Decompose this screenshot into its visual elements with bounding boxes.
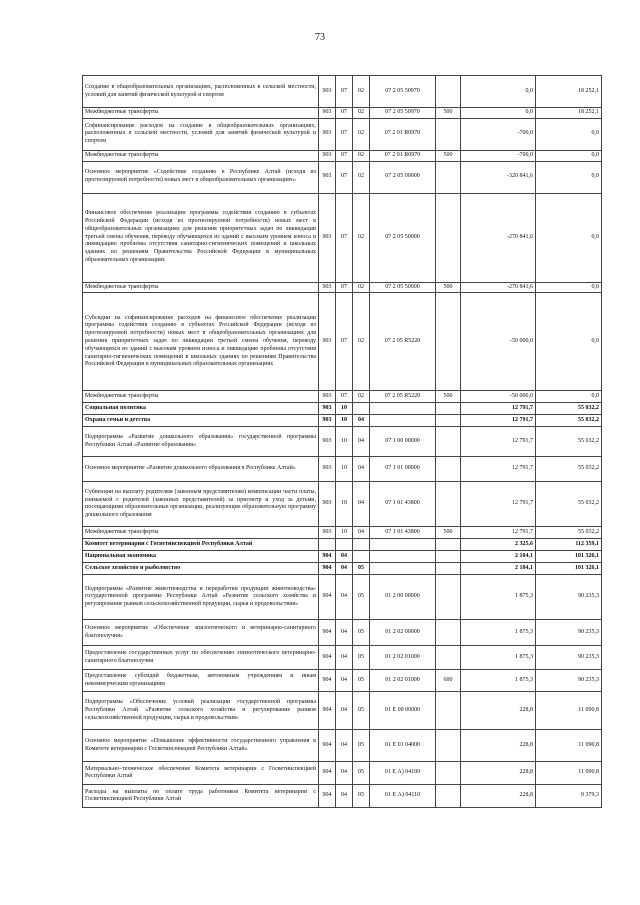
grbs-code: 904 — [319, 670, 336, 692]
target-article-code: 07 2 05 R5220 — [370, 293, 436, 391]
amount-total: 0,0 — [536, 150, 602, 161]
section-code: 04 — [336, 646, 353, 670]
amount-total: 55 032,2 — [536, 403, 602, 415]
amount-change: 2 104,1 — [461, 551, 536, 563]
row-name: Предоставление государственных услуг по обеспечению эпизоотического ветеринарно-санитарного благополучия — [83, 646, 319, 670]
expense-type-code — [436, 457, 461, 482]
target-article-code: 01 2 02 01000 — [370, 646, 436, 670]
subsection-code: 04 — [353, 427, 370, 457]
amount-total: 0,0 — [536, 193, 602, 282]
table-row — [83, 539, 602, 551]
amount-change: -50 000,0 — [461, 293, 536, 391]
expense-type-code: 500 — [436, 527, 461, 539]
expense-type-code — [436, 293, 461, 391]
grbs-code: 903 — [319, 457, 336, 482]
amount-total: 55 032,2 — [536, 415, 602, 427]
amount-total: 18 252,1 — [536, 76, 602, 108]
grbs-code: 904 — [319, 692, 336, 730]
expense-type-code: 600 — [436, 670, 461, 692]
amount-change: 0,0 — [461, 76, 536, 108]
section-code — [336, 539, 353, 551]
subsection-code: 02 — [353, 293, 370, 391]
table-row — [83, 118, 602, 150]
amount-change: -270 841,6 — [461, 282, 536, 293]
subsection-code: 05 — [353, 730, 370, 762]
target-article-code: 07 1 00 00000 — [370, 427, 436, 457]
target-article-code: 01 Е 01 04000 — [370, 730, 436, 762]
table-row — [83, 551, 602, 563]
target-article-code — [370, 403, 436, 415]
subsection-code: 05 — [353, 620, 370, 646]
expense-type-code: 500 — [436, 150, 461, 161]
row-name: Подпрограмма «Развитие дошкольного образования» государственной программы Республики Алтай «Развитие образования» — [83, 427, 319, 457]
table-row — [83, 670, 602, 692]
table-row — [83, 457, 602, 482]
table-row — [83, 108, 602, 119]
section-code: 07 — [336, 76, 353, 108]
target-article-code — [370, 415, 436, 427]
grbs-code: 903 — [319, 482, 336, 527]
section-code: 04 — [336, 575, 353, 620]
amount-change: 1 875,3 — [461, 670, 536, 692]
subsection-code: 02 — [353, 108, 370, 119]
amount-total: 55 032,2 — [536, 457, 602, 482]
section-code: 04 — [336, 620, 353, 646]
amount-change: 2 104,1 — [461, 563, 536, 575]
expense-type-code: 500 — [436, 108, 461, 119]
section-code: 07 — [336, 161, 353, 193]
grbs-code: 904 — [319, 646, 336, 670]
row-name: Подпрограмма «Развитие животноводства и переработки продукции животноводства» государственной программы Республики Алтай «Развитие сельского хозяйства и регулирование рынков сельскохозяйственной продукции, сырья и продовольствия» — [83, 575, 319, 620]
amount-total: 11 090,8 — [536, 762, 602, 785]
section-code: 07 — [336, 391, 353, 403]
row-name: Межбюджетные трансферты — [83, 108, 319, 119]
subsection-code: 05 — [353, 692, 370, 730]
row-name: Межбюджетные трансферты — [83, 527, 319, 539]
section-code: 04 — [336, 563, 353, 575]
row-name: Основное мероприятие «Повышение эффективности государственного управления в Комитете ветеринарии с Госветинспекцией Республики Алтай» — [83, 730, 319, 762]
row-name: Национальная экономика — [83, 551, 319, 563]
expense-type-code — [436, 482, 461, 527]
row-name: Межбюджетные трансферты — [83, 391, 319, 403]
row-name: Субвенции на выплату родителям (законным представителям) компенсации части платы, взимаемой с родителей (законных представителей) за присмотр и уход за детьми, посещающими образовательные организации, реализующие образовательную программу дошкольного образования — [83, 482, 319, 527]
target-article-code: 01 Е А) 04110 — [370, 785, 436, 808]
grbs-code: 904 — [319, 762, 336, 785]
target-article-code: 07 1 01 43800 — [370, 482, 436, 527]
row-name: Финансовое обеспечение реализации программы содействия созданию в субъектах Российской Федерации (исходя из прогнозируемой потребности) новых мест в общеобразовательных организациях для решения приоритетных задач по ликвидации третьей смены обучения, переводу обучающихся из зданий с высоким уровнем износа и ликвидацию проблемы отсутствия санитарно-гигиенических помещений в школьных зданиях по решениям Правительства Российской Федерации в муниципальных образовательных организациях — [83, 193, 319, 282]
target-article-code: 07 2 05 50970 — [370, 108, 436, 119]
row-name: Охрана семьи и детства — [83, 415, 319, 427]
amount-change: 1 875,3 — [461, 575, 536, 620]
expense-type-code — [436, 539, 461, 551]
subsection-code: 02 — [353, 391, 370, 403]
grbs-code: 903 — [319, 391, 336, 403]
amount-total: 11 090,8 — [536, 730, 602, 762]
subsection-code: 04 — [353, 415, 370, 427]
section-code: 04 — [336, 762, 353, 785]
table-row — [83, 762, 602, 785]
expense-type-code — [436, 76, 461, 108]
section-code: 10 — [336, 403, 353, 415]
expense-type-code — [436, 785, 461, 808]
grbs-code: 904 — [319, 620, 336, 646]
table-row — [83, 150, 602, 161]
amount-change: 2 325,6 — [461, 539, 536, 551]
target-article-code: 07 2 05 R5220 — [370, 391, 436, 403]
subsection-code: 02 — [353, 118, 370, 150]
grbs-code: 904 — [319, 551, 336, 563]
amount-total: 18 252,1 — [536, 108, 602, 119]
subsection-code: 04 — [353, 482, 370, 527]
section-code: 10 — [336, 427, 353, 457]
row-name: Предоставление субсидий бюджетным, автономным учреждениям и иным некоммерческим организациям — [83, 670, 319, 692]
subsection-code: 05 — [353, 563, 370, 575]
expense-type-code — [436, 575, 461, 620]
grbs-code: 903 — [319, 527, 336, 539]
subsection-code: 04 — [353, 457, 370, 482]
grbs-code: 903 — [319, 76, 336, 108]
section-code: 10 — [336, 457, 353, 482]
amount-change: 228,8 — [461, 730, 536, 762]
table-row — [83, 427, 602, 457]
subsection-code: 05 — [353, 785, 370, 808]
table-row — [83, 482, 602, 527]
amount-total: 55 032,2 — [536, 427, 602, 457]
amount-change: -700,0 — [461, 150, 536, 161]
subsection-code: 05 — [353, 575, 370, 620]
section-code: 04 — [336, 730, 353, 762]
table-row — [83, 785, 602, 808]
amount-total: 0,0 — [536, 118, 602, 150]
table-row — [83, 391, 602, 403]
amount-total: 55 032,2 — [536, 527, 602, 539]
amount-change: 12 791,7 — [461, 427, 536, 457]
table-row — [83, 730, 602, 762]
target-article-code: 01 2 02 00000 — [370, 620, 436, 646]
row-name: Расходы на выплаты по оплате труда работников Комитета ветеринарии с Госветинспекцией Республики Алтай — [83, 785, 319, 808]
subsection-code — [353, 403, 370, 415]
budget-table-body — [83, 76, 602, 808]
amount-total: 55 032,2 — [536, 482, 602, 527]
expense-type-code — [436, 730, 461, 762]
table-row — [83, 646, 602, 670]
target-article-code: 01 Е 00 00000 — [370, 692, 436, 730]
row-name: Межбюджетные трансферты — [83, 282, 319, 293]
amount-change: 1 875,3 — [461, 646, 536, 670]
page-number: 73 — [315, 32, 325, 43]
amount-total: 0,0 — [536, 161, 602, 193]
table-row — [83, 76, 602, 108]
subsection-code: 05 — [353, 762, 370, 785]
subsection-code: 05 — [353, 670, 370, 692]
amount-total: 0,0 — [536, 391, 602, 403]
expense-type-code — [436, 620, 461, 646]
grbs-code — [319, 539, 336, 551]
section-code: 10 — [336, 415, 353, 427]
amount-change: -270 841,6 — [461, 193, 536, 282]
expense-type-code — [436, 692, 461, 730]
target-article-code: 01 Е А) 04100 — [370, 762, 436, 785]
target-article-code — [370, 563, 436, 575]
amount-change: 0,0 — [461, 108, 536, 119]
subsection-code: 02 — [353, 150, 370, 161]
amount-total: 90 235,3 — [536, 620, 602, 646]
target-article-code: 01 2 00 00000 — [370, 575, 436, 620]
target-article-code: 01 2 02 01000 — [370, 670, 436, 692]
expense-type-code — [436, 563, 461, 575]
amount-change: -700,0 — [461, 118, 536, 150]
target-article-code: 07 2 01 R0970 — [370, 150, 436, 161]
table-row — [83, 692, 602, 730]
grbs-code: 903 — [319, 415, 336, 427]
expense-type-code — [436, 646, 461, 670]
grbs-code: 904 — [319, 785, 336, 808]
amount-change: 12 791,7 — [461, 527, 536, 539]
target-article-code — [370, 539, 436, 551]
subsection-code: 02 — [353, 76, 370, 108]
target-article-code: 07 2 05 50970 — [370, 76, 436, 108]
target-article-code: 07 1 01 43800 — [370, 527, 436, 539]
target-article-code: 07 2 01 R0970 — [370, 118, 436, 150]
row-name: Сельское хозяйство и рыболовство — [83, 563, 319, 575]
grbs-code: 904 — [319, 730, 336, 762]
row-name: Межбюджетные трансферты — [83, 150, 319, 161]
amount-change: 228,8 — [461, 785, 536, 808]
amount-total: 11 090,8 — [536, 692, 602, 730]
expense-type-code — [436, 118, 461, 150]
grbs-code: 903 — [319, 161, 336, 193]
section-code: 07 — [336, 293, 353, 391]
target-article-code: 07 2 05 00000 — [370, 161, 436, 193]
amount-total: 90 235,3 — [536, 670, 602, 692]
section-code: 07 — [336, 118, 353, 150]
amount-total: 0,0 — [536, 293, 602, 391]
grbs-code: 903 — [319, 282, 336, 293]
expense-type-code — [436, 415, 461, 427]
row-name: Подпрограмма «Обеспечение условий реализации государственной программы Республики Алтай «Развитие сельского хозяйства и регулирование рынков сельскохозяйственной продукции, сырья и продовольствия» — [83, 692, 319, 730]
amount-change: 12 791,7 — [461, 482, 536, 527]
budget-table — [82, 75, 602, 808]
grbs-code: 903 — [319, 427, 336, 457]
amount-change: -320 841,6 — [461, 161, 536, 193]
subsection-code — [353, 539, 370, 551]
row-name: Основное мероприятие «Обеспечение эпизоотического и ветеринарно-санитарного благополучия» — [83, 620, 319, 646]
expense-type-code — [436, 551, 461, 563]
amount-total: 90 235,3 — [536, 575, 602, 620]
expense-type-code: 500 — [436, 282, 461, 293]
grbs-code: 903 — [319, 193, 336, 282]
amount-change: 228,8 — [461, 692, 536, 730]
table-row — [83, 415, 602, 427]
amount-change: -50 000,0 — [461, 391, 536, 403]
amount-change: 12 791,7 — [461, 403, 536, 415]
section-code: 07 — [336, 150, 353, 161]
expense-type-code — [436, 427, 461, 457]
grbs-code: 903 — [319, 118, 336, 150]
expense-type-code — [436, 403, 461, 415]
amount-change: 12 791,7 — [461, 457, 536, 482]
amount-total: 0,0 — [536, 282, 602, 293]
row-name: Основное мероприятие «Содействие созданию в Республике Алтай (исходя из прогнозируемой потребности) новых мест в общеобразовательных организациях» — [83, 161, 319, 193]
subsection-code: 02 — [353, 161, 370, 193]
expense-type-code: 500 — [436, 391, 461, 403]
target-article-code: 07 2 05 50000 — [370, 282, 436, 293]
grbs-code: 903 — [319, 293, 336, 391]
grbs-code: 903 — [319, 403, 336, 415]
section-code: 07 — [336, 193, 353, 282]
expense-type-code — [436, 193, 461, 282]
grbs-code: 903 — [319, 108, 336, 119]
amount-change: 228,8 — [461, 762, 536, 785]
subsection-code — [353, 551, 370, 563]
grbs-code: 904 — [319, 575, 336, 620]
section-code: 04 — [336, 785, 353, 808]
section-code: 04 — [336, 692, 353, 730]
table-row — [83, 161, 602, 193]
row-name: Создание в общеобразовательных организациях, расположенных в сельской местности, условий для занятий физической культурой и спортом — [83, 76, 319, 108]
grbs-code: 903 — [319, 150, 336, 161]
table-row — [83, 403, 602, 415]
row-name: Основное мероприятие «Развитие дошкольного образования в Республике Алтай» — [83, 457, 319, 482]
amount-total: 90 235,3 — [536, 646, 602, 670]
table-row — [83, 527, 602, 539]
section-code: 04 — [336, 551, 353, 563]
table-row — [83, 563, 602, 575]
subsection-code: 04 — [353, 527, 370, 539]
target-article-code: 07 2 05 50000 — [370, 193, 436, 282]
amount-total: 112 359,1 — [536, 539, 602, 551]
subsection-code: 02 — [353, 282, 370, 293]
expense-type-code — [436, 161, 461, 193]
target-article-code: 07 1 01 00000 — [370, 457, 436, 482]
section-code: 10 — [336, 527, 353, 539]
table-row — [83, 575, 602, 620]
amount-change: 12 791,7 — [461, 415, 536, 427]
table-row — [83, 620, 602, 646]
row-name: Комитет ветеринарии с Госветинспекцией Республики Алтай — [83, 539, 319, 551]
row-name: Софинансирование расходов на создание в общеобразовательных организациях, расположенных в сельской местности, условий для занятий физической культурой и спортом — [83, 118, 319, 150]
expense-type-code — [436, 762, 461, 785]
table-row — [83, 193, 602, 282]
section-code: 07 — [336, 108, 353, 119]
amount-total: 101 326,1 — [536, 563, 602, 575]
grbs-code: 904 — [319, 563, 336, 575]
row-name: Социальная политика — [83, 403, 319, 415]
table-row — [83, 293, 602, 391]
amount-change: 1 875,3 — [461, 620, 536, 646]
table-row — [83, 282, 602, 293]
section-code: 07 — [336, 282, 353, 293]
amount-total: 9 379,3 — [536, 785, 602, 808]
subsection-code: 02 — [353, 193, 370, 282]
subsection-code: 05 — [353, 646, 370, 670]
section-code: 04 — [336, 670, 353, 692]
row-name: Субсидии на софинансирование расходов на финансовое обеспечение реализации программы содействия созданию в субъектах Российской Федерации (исходя из прогнозируемой потребности) новых мест в общеобразовательных организациях для решения приоритетных задач по ликвидации третьей смены обучения, переводу обучающихся из зданий с высоким уровнем износа и ликвидацию проблемы отсутствия санитарно-гигиенических помещений в школьных зданиях по решениям Правительства Российской Федерации в муниципальных образовательных организациях — [83, 293, 319, 391]
row-name: Материально–техническое обеспечение Комитета ветеринарии с Госветинспекцией Республики Алтай — [83, 762, 319, 785]
target-article-code — [370, 551, 436, 563]
amount-total: 101 326,1 — [536, 551, 602, 563]
section-code: 10 — [336, 482, 353, 527]
